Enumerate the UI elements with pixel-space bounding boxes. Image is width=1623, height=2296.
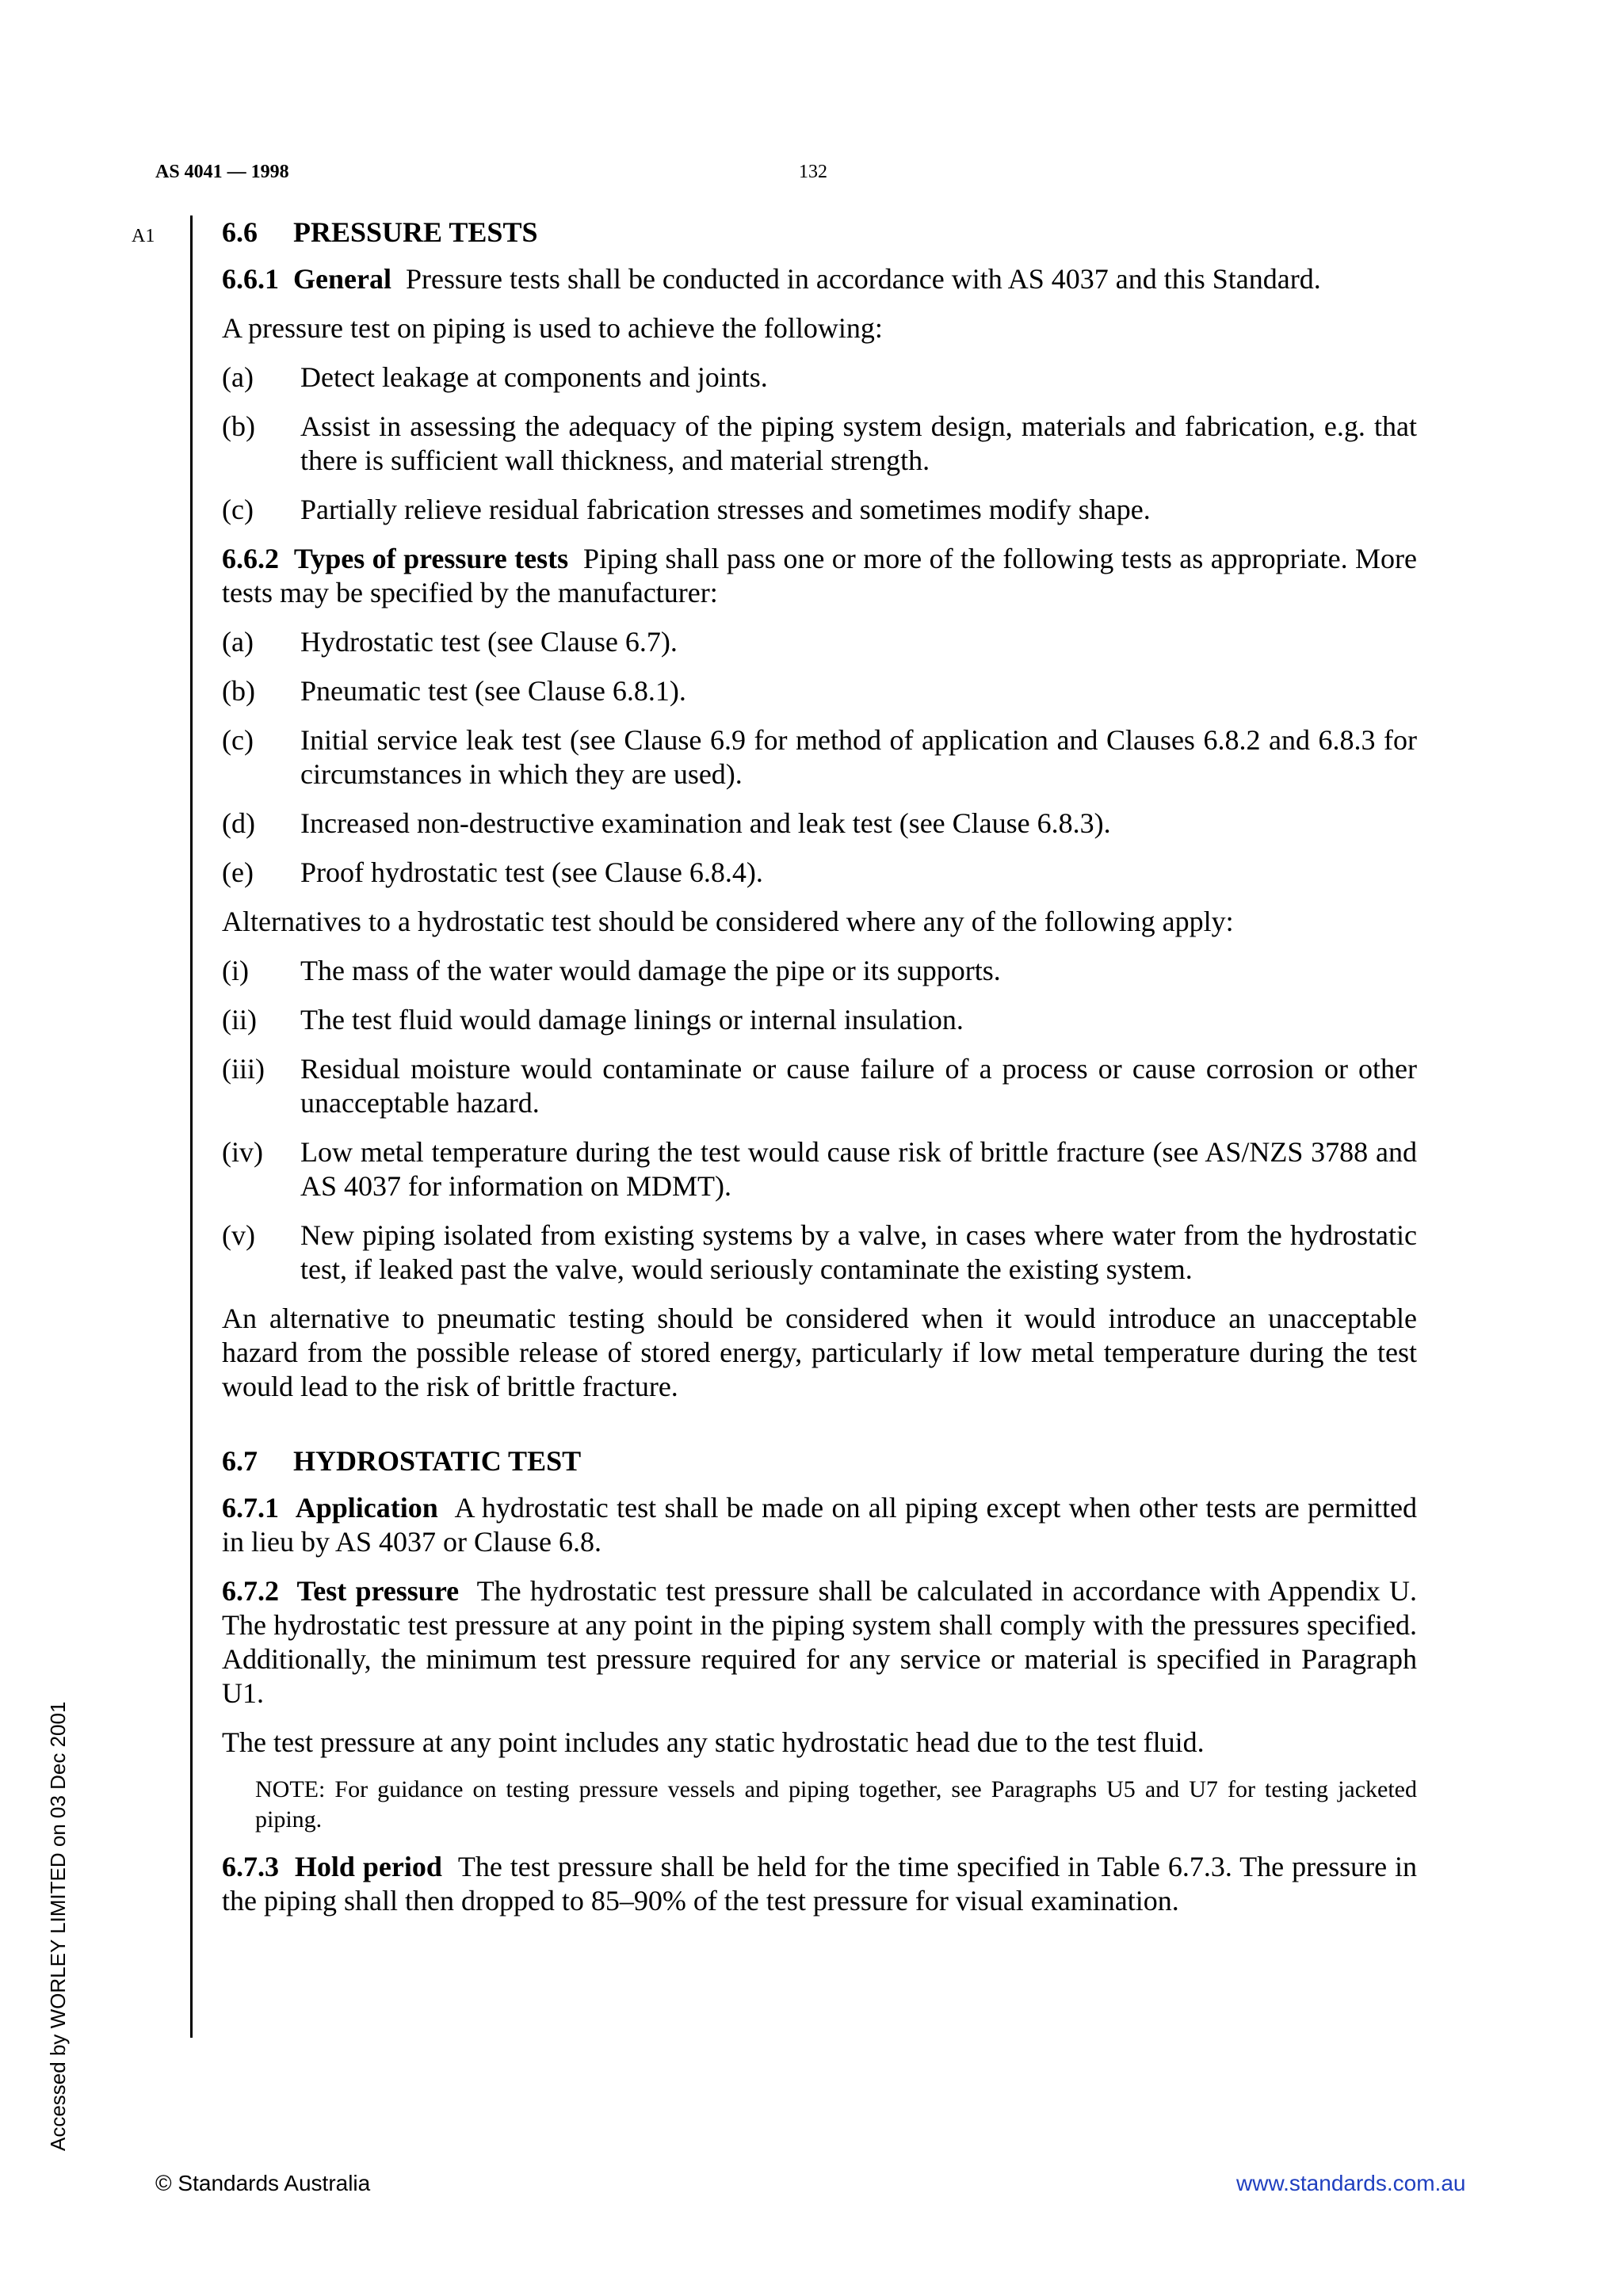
- clause-title: Test pressure: [296, 1575, 460, 1607]
- standard-designation: AS 4041 — 1998: [155, 162, 289, 182]
- list-item-label: (d): [222, 807, 255, 839]
- list-item: [222, 954, 1417, 988]
- list-item-text: Initial service leak test (see Clause 6.9 for method of application and Clauses 6.8.2 and 6.8.3 for circumstances in which they are used).: [300, 724, 1417, 790]
- list-item: [222, 1052, 1417, 1120]
- list-item-label: (c): [222, 494, 254, 525]
- section-title: PRESSURE TESTS: [293, 216, 538, 248]
- list-item-label: (e): [222, 856, 254, 888]
- section-number: 6.7: [222, 1445, 258, 1477]
- section-title: HYDROSTATIC TEST: [293, 1445, 582, 1477]
- list-item: [222, 856, 1417, 890]
- list-item: [222, 674, 1417, 708]
- section-6-7-heading: [222, 1444, 1417, 1478]
- list-item-text: Hydrostatic test (see Clause 6.7).: [300, 626, 678, 658]
- list-item-label: (a): [222, 626, 254, 658]
- clause-number: 6.7.3: [222, 1851, 279, 1882]
- section-number: 6.6: [222, 216, 258, 248]
- list-item-text: Increased non-destructive examination and leak test (see Clause 6.8.3).: [300, 807, 1111, 839]
- list-item-label: (iv): [222, 1136, 263, 1168]
- clause-title: Hold period: [294, 1851, 442, 1882]
- clause-6-7-1: [222, 1491, 1417, 1559]
- list-item: [222, 1135, 1417, 1203]
- list-item-text: The test fluid would damage linings or internal insulation.: [300, 1004, 964, 1035]
- clause-title: Application: [295, 1492, 438, 1524]
- alternatives-intro: Alternatives to a hydrostatic test should be considered where any of the following apply:: [222, 906, 1234, 937]
- list-item-text: Residual moisture would contaminate or cause failure of a process or cause corrosion or other unacceptable hazard.: [300, 1053, 1417, 1119]
- clause-6-6-1: [222, 262, 1417, 296]
- list-item-label: (b): [222, 675, 255, 707]
- list-item-label: (a): [222, 361, 254, 393]
- list-item-label: (v): [222, 1219, 255, 1251]
- clause-text: The hydrostatic test pressure shall be calculated in accordance with Appendix U. The hydrostatic test pressure at any point in the piping system shall comply with the pressures specified. Additionally, the minimum test pressure required for any service or material is specified in Paragraph U1.: [222, 1575, 1418, 1709]
- list-item: [222, 493, 1417, 527]
- list-item-text: Detect leakage at components and joints.: [300, 361, 768, 393]
- section-6-6-heading: [222, 215, 1417, 250]
- list-item: [222, 360, 1417, 395]
- pneumatic-alternative-paragraph: An alternative to pneumatic testing should be considered when it would introduce an unacceptable hazard from the possible release of stored energy, particularly if low metal temperature during the test would lead to the risk of brittle fracture.: [222, 1302, 1417, 1402]
- list-item-text: Assist in assessing the adequacy of the piping system design, materials and fabrication, e.g. that there is sufficient wall thickness, and material strength.: [300, 410, 1417, 476]
- purposes-list: [222, 360, 1417, 527]
- list-item-label: (ii): [222, 1004, 257, 1035]
- list-item-label: (iii): [222, 1053, 265, 1085]
- clause-text: Piping shall pass one or more of the following tests as appropriate. More tests may be specified by the manufacturer:: [222, 543, 1418, 608]
- static-head-paragraph: The test pressure at any point includes any static hydrostatic head due to the test fluid.: [222, 1726, 1205, 1758]
- list-item: [222, 410, 1417, 478]
- clause-6-7-3: [222, 1850, 1417, 1918]
- list-item-text: Proof hydrostatic test (see Clause 6.8.4).: [300, 856, 763, 888]
- clause-6-7-2: [222, 1574, 1417, 1711]
- test-types-list: [222, 625, 1417, 890]
- website-link[interactable]: www.standards.com.au: [1236, 2171, 1466, 2195]
- clause-number: 6.7.1: [222, 1492, 279, 1524]
- clause-number: 6.6.2: [222, 543, 279, 574]
- alternatives-list: [222, 954, 1417, 1287]
- page-body: [222, 215, 1417, 1933]
- list-item-text: The mass of the water would damage the pipe or its supports.: [300, 955, 1001, 986]
- list-item: [222, 625, 1417, 659]
- clause-text: The test pressure shall be held for the time specified in Table 6.7.3. The pressure in the piping shall then dropped to 85–90% of the test pressure for visual examination.: [222, 1851, 1418, 1917]
- copyright-notice: © Standards Australia: [155, 2171, 371, 2195]
- clause-text: Pressure tests shall be conducted in accordance with AS 4037 and this Standard.: [405, 263, 1321, 295]
- list-item-text: New piping isolated from existing systems by a valve, in cases where water from the hydrostatic test, if leaked past the valve, would seriously contaminate the existing system.: [300, 1219, 1417, 1285]
- amendment-marker: A1: [132, 226, 155, 246]
- list-item-label: (i): [222, 955, 249, 986]
- page-number: 132: [799, 162, 827, 182]
- list-item: [222, 723, 1417, 791]
- list-item-label: (b): [222, 410, 255, 442]
- clause-number: 6.7.2: [222, 1575, 279, 1607]
- list-item-label: (c): [222, 724, 254, 756]
- list-item: [222, 807, 1417, 841]
- clause-title: General: [293, 263, 391, 295]
- purposes-intro: A pressure test on piping is used to achieve the following:: [222, 312, 883, 344]
- list-item-text: Pneumatic test (see Clause 6.8.1).: [300, 675, 686, 707]
- clause-number: 6.6.1: [222, 263, 279, 295]
- access-watermark: Accessed by WORLEY LIMITED on 03 Dec 2001: [46, 1701, 70, 2151]
- clause-text: A hydrostatic test shall be made on all piping except when other tests are permitted in lieu by AS 4037 or Clause 6.8.: [222, 1492, 1418, 1558]
- clause-6-6-2: [222, 542, 1417, 610]
- list-item-text: Partially relieve residual fabrication stresses and sometimes modify shape.: [300, 494, 1151, 525]
- clause-title: Types of pressure tests: [293, 543, 569, 574]
- list-item-text: Low metal temperature during the test would cause risk of brittle fracture (see AS/NZS 3788 and AS 4037 for information on MDMT).: [300, 1136, 1417, 1202]
- list-item: [222, 1003, 1417, 1037]
- list-item: [222, 1219, 1417, 1287]
- note: NOTE: For guidance on testing pressure vessels and piping together, see Paragraphs U5 and U7 for testing jacketed piping.: [255, 1776, 1417, 1833]
- amendment-bar: [190, 215, 193, 2038]
